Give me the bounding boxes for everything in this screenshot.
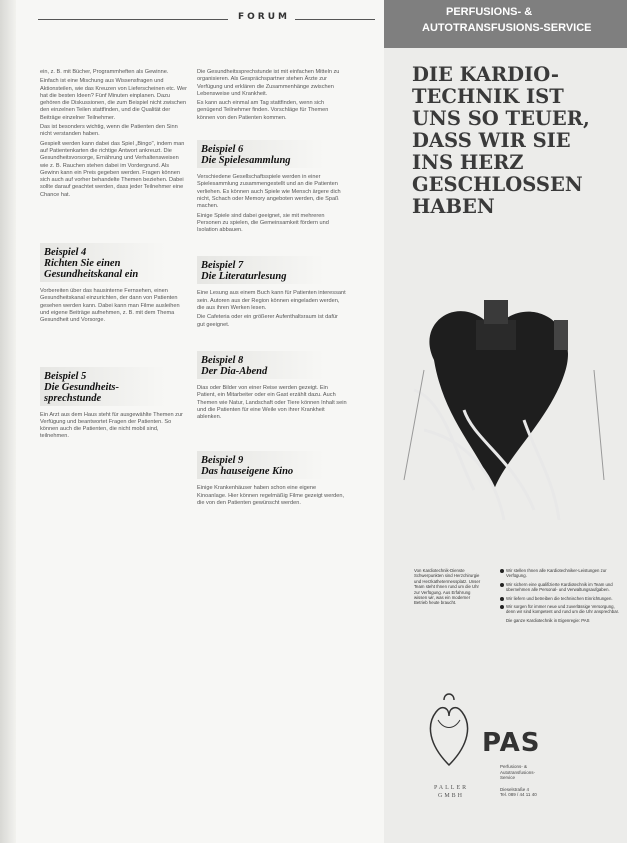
heading-line: Die Literaturlesung — [201, 271, 287, 283]
paragraph: Gespielt werden kann dabei das Spiel „Bingo", indem man auf Patientenkarten die richtige Antwort ankreuzt. Die Gesundheitsvorsorge, Ernährung und Verhaltensweisen wie z. B. Rauchen stehen dabei im Vordergrund. Als Gewinn kann ein Preis gegeben werden. Fragen können sich auch auf vorher behandelte Themen beziehen. Dabei sollte darauf geachtet werden, dass jeder Teilnehmer eine Chance hat. — [40, 140, 185, 198]
headline-line: UNS SO TEUER, — [412, 107, 590, 130]
company-line: GMBH — [438, 793, 465, 799]
heading-beispiel-6 — [197, 140, 347, 168]
column-1 — [40, 69, 188, 443]
bullet-icon — [500, 583, 504, 587]
address-line: Autotransfusions- — [500, 769, 536, 775]
bullet-item — [500, 568, 620, 579]
paragraph: Die Cafeteria oder ein größerer Aufenthaltsraum ist dafür gut geeignet. — [197, 314, 338, 328]
ad-banner — [384, 0, 627, 48]
paragraph: Verschiedene Gesellschaftsspiele werden in einer Spielesammlung zusammengestellt und an die Patienten verliehen. Es können auch Spiele wie Mensch ärgere dich nicht, Schach oder Memory angeboten werden, die Spaß machen. — [197, 174, 341, 210]
heading-beispiel-4 — [40, 243, 188, 282]
page-edge-shadow — [0, 0, 16, 843]
heading-number: Beispiel 8 — [201, 354, 244, 366]
heading-line: sprechstunde — [44, 392, 102, 404]
bullet-item — [500, 604, 620, 615]
column-2 — [197, 69, 347, 509]
heading-number: Beispiel 7 — [201, 260, 244, 272]
heading-number: Beispiel 6 — [201, 144, 244, 156]
ad-banner-line: AUTOTRANSFUSIONS-SERVICE — [422, 22, 592, 34]
heading-line: Das hauseigene Kino — [201, 466, 294, 478]
pas-logo: PAS — [482, 728, 541, 758]
headline-line: HABEN — [412, 195, 495, 218]
paragraph: Es kann auch einmal am Tag stattfinden, wenn sich genügend Teilnehmer finden. Vorschläge für Themen können von den Patienten kommen. — [197, 100, 329, 121]
paragraph: Die Gesundheitssprechstunde ist mit einfachen Mitteln zu organisieren. Als Gesprächspartner stehen Ärzte zur Verfügung und erklären die Zusammenhänge zwischen Lebensweise und Krankheit. — [197, 69, 340, 97]
bullet-text: Wir sorgen für immer neue und zuverlässige Versorgung, denn wir sind kompetent und rund um die Uhr ansprechbar. — [506, 604, 619, 615]
heading-number: Beispiel 9 — [201, 455, 244, 467]
section-title: FORUM — [238, 12, 290, 22]
bullet-icon — [500, 597, 504, 601]
heart-outline-logo-icon — [424, 690, 474, 770]
paragraph: Dias oder Bilder von einer Reise werden gezeigt. Ein Patient, ein Mitarbeiter oder ein Gast erzählt dazu. Auch Themen wie Natur, Landschaft oder Tiere können Inhalt sein und die Patienten für eine Weile von ihrer Krankheit ablenken. — [197, 384, 347, 421]
paragraph: ein, z. B. mit Bücher, Programmheften als Gewinne. — [40, 69, 169, 75]
bullet-icon — [500, 569, 504, 573]
heading-line: Richten Sie einen — [44, 258, 121, 270]
heart-machine-illustration — [384, 280, 627, 570]
headline-line: GESCHLOSSEN — [412, 173, 583, 196]
headline-line: DIE KARDIO- — [412, 63, 560, 86]
paragraph: Vorbereiten über das hausinterne Fernsehen, einen Gesundheitskanal einzurichten, der dann von Patienten gesehen werden kann. Dabei kann man Filme ausleihen und eigene Beiträge aufnehmen, z. B. mit dem Thema Gesundheit und Vorsorge. — [40, 288, 180, 324]
headline-line: TECHNIK IST — [412, 85, 564, 108]
ad-banner-line: PERFUSIONS- & — [446, 6, 533, 18]
heading-line: Die Gesundheits- — [44, 381, 119, 393]
heading-number: Beispiel 5 — [44, 370, 87, 382]
bullet-icon — [500, 605, 504, 609]
company-name — [434, 784, 468, 800]
address-line: Dieselstraße 4 — [500, 786, 530, 792]
heading-number: Beispiel 4 — [44, 247, 87, 259]
heading-line: Der Dia-Abend — [201, 365, 268, 377]
company-line: PALLER — [434, 785, 469, 791]
header-rule-left — [38, 19, 228, 20]
ad-body-text: Von Kardiotechnik-Dienste Schwerpunkten sind Herzchirurgie und Herzkathetermessplatz. Unser Team steht Ihnen rund um die Uhr zur Verfügung. Aus Erfahrung wissen wir, was ein moderner Betrieb heute braucht. — [414, 568, 481, 606]
bullet-text: Wir stellen Ihnen alle Kardiotechniker-Leistungen zur Verfügung. — [506, 568, 607, 579]
paragraph: Einfach ist eine Mischung aus Wissensfragen und Aktionsteilen, wie das Kreuzen von Lieferscheinen etc. Wer hat die besten Ideen? Fünf Minuten einplanen. Dazu gehören die Diskussionen, die zum Beispiel nicht zwischen den einzelnen Teilen stattfinden, und die Qualität der Beiträge einzelner Teilnehmer. — [40, 78, 187, 121]
headline-line: INS HERZ — [412, 151, 524, 174]
address-line: Service — [500, 775, 516, 781]
heading-line: Gesundheitskanal ein — [44, 269, 139, 281]
ad-bullet-list — [500, 568, 620, 623]
heading-beispiel-5 — [40, 367, 188, 406]
paragraph: Eine Lesung aus einem Buch kann für Patienten interessant sein. Autoren aus der Region können eingeladen werden, die aus ihren Werken lesen. — [197, 290, 346, 312]
bullet-text: Wir liefern und betreiben die technischen Einrichtungen. — [506, 595, 613, 601]
paragraph: Das ist besonders wichtig, wenn die Patienten den Sinn nicht verstanden haben. — [40, 124, 178, 138]
headline-line: DASS WIR SIE — [412, 129, 571, 152]
heading-beispiel-7 — [197, 256, 347, 284]
bullet-item — [500, 596, 620, 601]
address-line: Tel. 089 / 44 11 40 — [500, 792, 537, 798]
ad-extra-text: Die ganze Kardiotechnik in Eigenregie: PAS — [506, 617, 590, 623]
heading-line: Die Spielesammlung — [201, 155, 291, 167]
address-line: Perfusions- & — [500, 764, 528, 769]
header-rule-right — [295, 19, 375, 20]
heading-beispiel-8 — [197, 351, 347, 379]
paragraph: Ein Arzt aus dem Haus steht für ausgewählte Themen zur Verfügung und beantwortet Fragen der Patienten. So können auch die Patienten, die nicht mobil sind, teilnehmen. — [40, 411, 183, 440]
company-address — [500, 764, 537, 798]
paragraph: Einige Krankenhäuser haben schon eine eigene Kinoanlage. Hier können regelmäßig Filme gezeigt werden, die von den Patienten gewünscht werden. — [197, 485, 345, 507]
bullet-item — [500, 582, 620, 593]
bullet-text: Wir sichern eine qualifizierte Kardiotechnik im Team und übernehmen alle Personal- und Verwaltungsaufgaben. — [506, 581, 613, 593]
heading-beispiel-9 — [197, 451, 347, 479]
paragraph: Einige Spiele sind dabei geeignet, sie mit mehreren Personen zu spielen, die Gemeinsamkeit fördern und Isolation abbauen. — [197, 212, 329, 234]
ad-headline — [412, 64, 622, 218]
advertisement — [384, 0, 627, 843]
